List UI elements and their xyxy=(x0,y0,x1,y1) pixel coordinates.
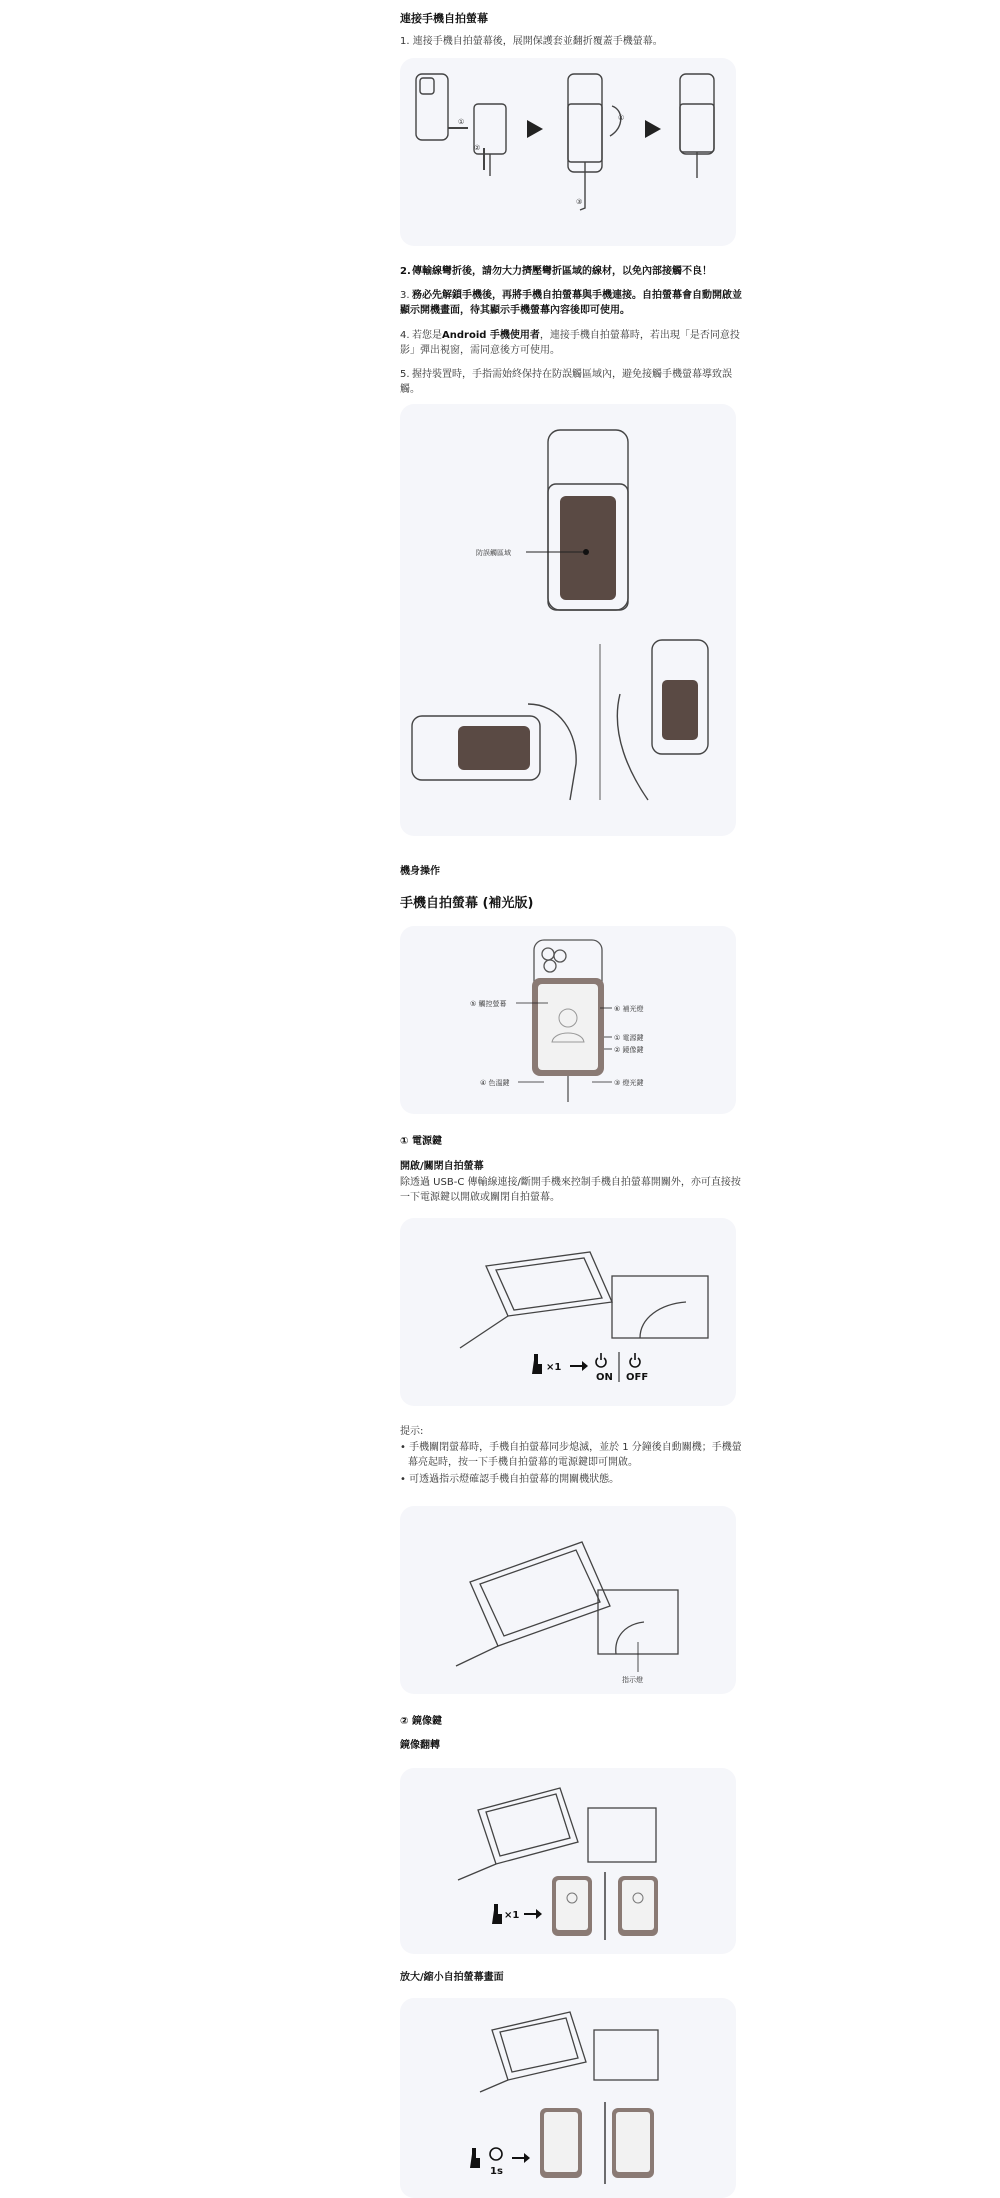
power-on-icon xyxy=(596,1353,606,1367)
step-1: 1. 連接手機自拍螢幕後，展開保護套並翻折覆蓋手機螢幕。 xyxy=(400,36,663,47)
press-icon xyxy=(532,1354,542,1374)
off-label: OFF xyxy=(626,1372,649,1383)
figure-anti-touch xyxy=(400,404,736,836)
figure-body-parts xyxy=(400,926,736,1114)
tips-title: 提示: xyxy=(400,1426,424,1437)
power-key-subtitle: 開啟/關閉自拍螢幕 xyxy=(400,1161,484,1172)
hold-duration: 1s xyxy=(490,2166,503,2177)
mirror-key-subtitle: 鏡像翻轉 xyxy=(400,1740,440,1751)
figure-connect xyxy=(400,58,736,246)
step-3: 3. 務必先解鎖手機後，再將手機自拍螢幕與手機連接。自拍螢幕會自動開啟並顯示開機畫面，待其顯示手機螢幕內容後即可使用。 xyxy=(400,290,742,316)
hold-icon xyxy=(470,2148,480,2168)
on-label: ON xyxy=(596,1372,613,1383)
anti-touch-label: 防誤觸區域 xyxy=(476,549,511,557)
label-mirror-key: ② 鏡像鍵 xyxy=(614,1046,644,1054)
power-off-icon xyxy=(630,1353,640,1367)
mirror-press-count: ×1 xyxy=(504,1910,520,1921)
fig1-label-4: ④ xyxy=(618,114,625,122)
section-title-connect: 連接手機自拍螢幕 xyxy=(400,12,488,25)
section-subtitle: 手機自拍螢幕 (補光版) xyxy=(400,896,534,911)
press-icon-mirror xyxy=(492,1904,502,1924)
step-5: 5. 握持裝置時，手指需始終保持在防誤觸區域內，避免接觸手機螢幕導致誤觸。 xyxy=(400,369,732,395)
power-key-desc: 除透過 USB-C 傳輸線連接/斷開手機來控制手機自拍螢幕開關外，亦可直接按一下電源鍵以開啟或關閉自拍螢幕。 xyxy=(400,1177,741,1203)
indicator-label: 指示燈 xyxy=(622,1676,643,1684)
label-fill-light: ⑥ 補光燈 xyxy=(614,1005,644,1013)
step-2: 2.傳輸線彎折後，請勿大力擠壓彎折區域的線材，以免內部接觸不良！ xyxy=(400,266,712,277)
tip-2: • 可透過指示燈確認手機自拍螢幕的開關機狀態。 xyxy=(400,1474,620,1485)
timer-icon xyxy=(490,2148,502,2160)
zoom-title: 放大/縮小自拍螢幕畫面 xyxy=(400,1972,504,1983)
label-color-key: ④ 色溫鍵 xyxy=(480,1079,510,1087)
mirror-key-title: ② 鏡像鍵 xyxy=(400,1716,442,1727)
figure-zoom xyxy=(400,1998,736,2198)
tip-1: • 手機關閉螢幕時，手機自拍螢幕同步熄滅，並於 1 分鐘後自動關機；手機螢幕亮起時，按一下手機自拍螢幕的電源鍵即可開啟。 xyxy=(400,1442,742,1468)
power-key-title: ① 電源鍵 xyxy=(400,1136,442,1147)
label-power-key: ① 電源鍵 xyxy=(614,1034,644,1042)
fig1-label-3: ③ xyxy=(576,198,583,206)
label-touch-screen: ⑤ 觸控螢幕 xyxy=(470,1000,507,1008)
section-title-body: 機身操作 xyxy=(400,866,440,877)
figure-power xyxy=(400,1218,736,1406)
label-light-key: ③ 燈光鍵 xyxy=(614,1079,644,1087)
fig1-label-1: ① xyxy=(458,118,465,126)
press-count: ×1 xyxy=(546,1362,562,1373)
figure-mirror xyxy=(400,1768,736,1954)
step-4: 4. 若您是Android 手機使用者，連接手機自拍螢幕時，若出現「是否同意投影」彈出視窗，需同意後方可使用。 xyxy=(400,330,740,356)
fig1-label-2: ② xyxy=(474,144,481,152)
figure-indicator xyxy=(400,1506,736,1694)
